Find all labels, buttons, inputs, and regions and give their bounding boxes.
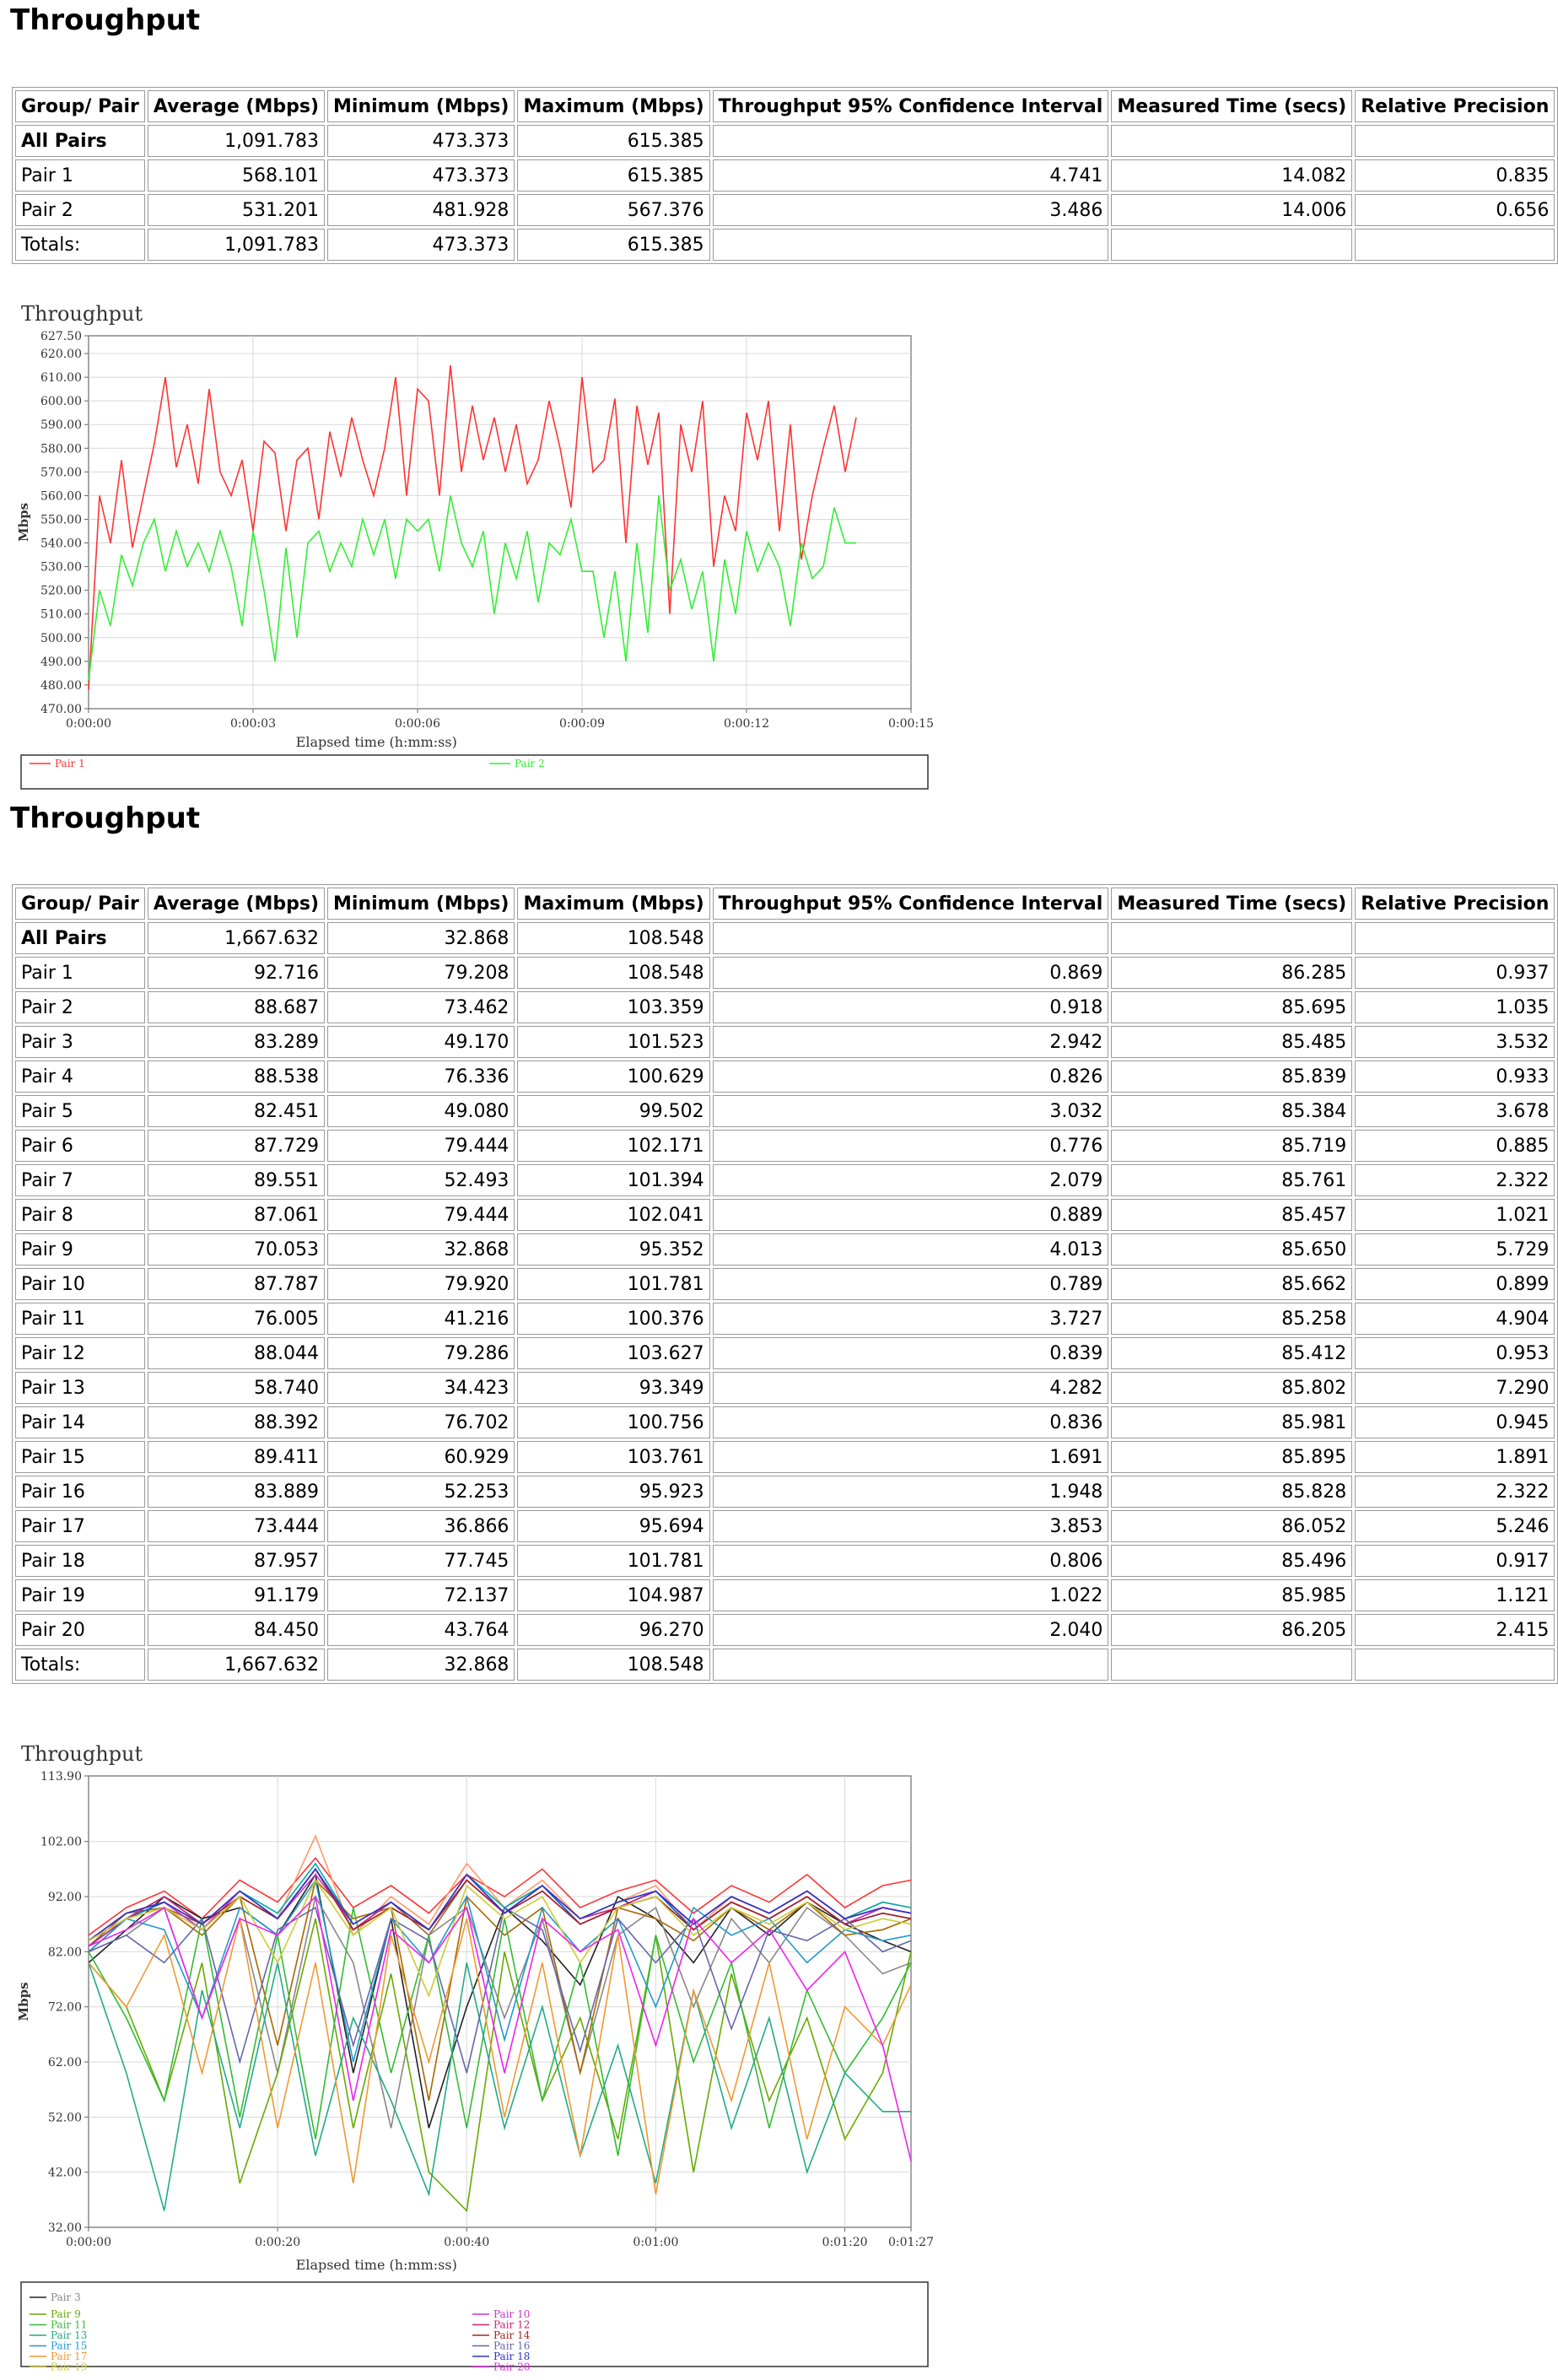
table-cell: 52.493 <box>327 1164 515 1196</box>
table-cell: 34.423 <box>327 1372 515 1404</box>
table-cell: 86.285 <box>1111 957 1352 989</box>
chart-title: Throughput <box>21 302 143 326</box>
table-row <box>15 194 1555 226</box>
table-cell: 104.987 <box>517 1579 709 1611</box>
table-cell: 82.451 <box>148 1095 325 1127</box>
table-cell: 101.781 <box>517 1545 709 1577</box>
table-cell <box>713 1649 1109 1681</box>
table-cell <box>1111 125 1352 157</box>
x-tick-label: 0:00:15 <box>888 717 934 731</box>
table-header-row <box>15 888 1555 920</box>
table-cell: 102.171 <box>517 1130 709 1162</box>
table-cell: 3.727 <box>713 1303 1109 1335</box>
table-row <box>15 1579 1555 1611</box>
table-cell: 3.032 <box>713 1095 1109 1127</box>
throughput-chart-1 <box>0 295 936 797</box>
table-cell: 103.761 <box>517 1441 709 1473</box>
table-cell: 88.687 <box>148 991 325 1023</box>
table-cell: 32.868 <box>327 922 515 954</box>
table-cell: Pair 19 <box>15 1579 145 1611</box>
table-cell: 58.740 <box>148 1372 325 1404</box>
x-tick-label: 0:00:06 <box>395 717 440 731</box>
table-cell: 1.021 <box>1355 1199 1555 1231</box>
table-cell: 481.928 <box>327 194 515 226</box>
column-header: Maximum (Mbps) <box>517 888 709 920</box>
table-row <box>15 159 1555 192</box>
column-header: Minimum (Mbps) <box>327 90 515 122</box>
table-cell: Pair 2 <box>15 194 145 226</box>
column-header: Average (Mbps) <box>148 90 325 122</box>
table-cell: 88.044 <box>148 1337 325 1369</box>
table-cell: 0.826 <box>713 1060 1109 1093</box>
table-cell: 1.022 <box>713 1579 1109 1611</box>
table-cell: 1.691 <box>713 1441 1109 1473</box>
table-cell: 473.373 <box>327 125 515 157</box>
table-cell: 0.917 <box>1355 1545 1555 1577</box>
table-cell: Pair 1 <box>15 159 145 192</box>
plot-area <box>89 1776 911 2227</box>
table-cell: 108.548 <box>517 922 709 954</box>
y-tick-label: 113.90 <box>40 1770 82 1784</box>
table-cell: 1.891 <box>1355 1441 1555 1473</box>
table-cell: 92.716 <box>148 957 325 989</box>
column-header: Throughput 95% Confidence Interval <box>713 90 1109 122</box>
table-cell: Pair 5 <box>15 1095 145 1127</box>
table-cell: 89.551 <box>148 1164 325 1196</box>
table-cell: 36.866 <box>327 1510 515 1542</box>
table-cell: 0.953 <box>1355 1337 1555 1369</box>
table-cell: 85.761 <box>1111 1164 1352 1196</box>
table-cell: 2.079 <box>713 1164 1109 1196</box>
table-cell: 79.444 <box>327 1199 515 1231</box>
table-cell: Pair 12 <box>15 1337 145 1369</box>
y-tick-label: 92.00 <box>47 1891 82 1905</box>
throughput-chart-2-svg <box>0 1734 936 2375</box>
table-cell <box>1111 229 1352 261</box>
table-cell: 2.415 <box>1355 1614 1555 1646</box>
table-cell: 101.523 <box>517 1026 709 1058</box>
table-cell: 567.376 <box>517 194 709 226</box>
table-cell: 531.201 <box>148 194 325 226</box>
x-tick-label: 0:00:12 <box>724 717 769 731</box>
table-cell: Pair 6 <box>15 1130 145 1162</box>
table-row <box>15 229 1555 261</box>
table-cell: 32.868 <box>327 1233 515 1266</box>
column-header: Throughput 95% Confidence Interval <box>713 888 1109 920</box>
x-tick-label: 0:00:00 <box>66 717 111 731</box>
x-tick-label: 0:01:20 <box>822 2236 868 2249</box>
table-cell: Pair 20 <box>15 1614 145 1646</box>
column-header: Average (Mbps) <box>148 888 325 920</box>
table-cell: 73.462 <box>327 991 515 1023</box>
y-tick-label: 600.00 <box>40 395 82 409</box>
section-1-title: Throughput <box>10 3 201 37</box>
x-tick-label: 0:00:20 <box>255 2236 301 2249</box>
x-axis-label: Elapsed time (h:mm:ss) <box>295 734 457 750</box>
table-cell: 76.702 <box>327 1406 515 1438</box>
table-cell: Pair 11 <box>15 1303 145 1335</box>
y-tick-label: 470.00 <box>40 703 82 716</box>
y-tick-label: 32.00 <box>47 2221 82 2235</box>
table-cell: 70.053 <box>148 1233 325 1266</box>
throughput-table-2 <box>12 884 1558 1684</box>
table-cell <box>1355 1649 1555 1681</box>
table-cell: 79.444 <box>327 1130 515 1162</box>
y-tick-label: 540.00 <box>40 537 82 551</box>
y-axis-label: Mbps <box>16 502 31 542</box>
table-cell: 49.170 <box>327 1026 515 1058</box>
y-tick-label: 610.00 <box>40 371 82 386</box>
table-cell: 615.385 <box>517 159 709 192</box>
table-cell <box>1355 922 1555 954</box>
table-cell: 1.035 <box>1355 991 1555 1023</box>
table-cell: 2.322 <box>1355 1476 1555 1508</box>
table-cell: 0.789 <box>713 1268 1109 1300</box>
table-cell: 473.373 <box>327 229 515 261</box>
table-cell <box>713 125 1109 157</box>
table-cell: 4.282 <box>713 1372 1109 1404</box>
table-cell: 79.920 <box>327 1268 515 1300</box>
table-cell: 79.208 <box>327 957 515 989</box>
table-cell: 49.080 <box>327 1095 515 1127</box>
table-cell: 77.745 <box>327 1545 515 1577</box>
table-row <box>15 991 1555 1023</box>
table-cell: 85.828 <box>1111 1476 1352 1508</box>
table-cell: 108.548 <box>517 1649 709 1681</box>
table-cell: 96.270 <box>517 1614 709 1646</box>
table-row <box>15 1406 1555 1438</box>
table-cell: 79.286 <box>327 1337 515 1369</box>
table-cell: Pair 10 <box>15 1268 145 1300</box>
table-cell: 108.548 <box>517 957 709 989</box>
table-cell: 95.923 <box>517 1476 709 1508</box>
section-2-title: Throughput <box>10 801 201 835</box>
legend-label: Pair 9 <box>51 2308 81 2320</box>
table-cell: 3.678 <box>1355 1095 1555 1127</box>
table-cell <box>713 229 1109 261</box>
y-tick-label: 530.00 <box>40 560 82 575</box>
table-cell: 93.349 <box>517 1372 709 1404</box>
table-cell: 52.253 <box>327 1476 515 1508</box>
table-cell: 95.694 <box>517 1510 709 1542</box>
throughput-chart-1-svg <box>0 295 936 793</box>
legend-label: Pair 13 <box>51 2329 88 2341</box>
y-tick-label: 620.00 <box>40 348 82 362</box>
table-cell: 1.121 <box>1355 1579 1555 1611</box>
table-row <box>15 1095 1555 1127</box>
y-tick-label: 560.00 <box>40 489 82 504</box>
table-cell: 0.836 <box>713 1406 1109 1438</box>
table-cell: 91.179 <box>148 1579 325 1611</box>
y-tick-label: 590.00 <box>40 418 82 433</box>
table-cell: All Pairs <box>15 125 145 157</box>
table-cell: 85.662 <box>1111 1268 1352 1300</box>
table-cell: 5.246 <box>1355 1510 1555 1542</box>
table-cell: 4.904 <box>1355 1303 1555 1335</box>
legend-label: Pair 19 <box>51 2361 88 2373</box>
table-cell: 87.729 <box>148 1130 325 1162</box>
table-cell: 85.457 <box>1111 1199 1352 1231</box>
table-row <box>15 957 1555 989</box>
table-cell: 615.385 <box>517 125 709 157</box>
table-cell: 72.137 <box>327 1579 515 1611</box>
table-cell: 85.981 <box>1111 1406 1352 1438</box>
table-cell: 101.781 <box>517 1268 709 1300</box>
y-tick-label: 627.50 <box>40 330 82 343</box>
table-header-row <box>15 90 1555 122</box>
table-cell: 0.945 <box>1355 1406 1555 1438</box>
column-header: Group/ Pair <box>15 888 145 920</box>
table-cell <box>1355 229 1555 261</box>
table-cell: Pair 17 <box>15 1510 145 1542</box>
legend-label: Pair 14 <box>493 2329 531 2341</box>
legend-box <box>21 755 928 789</box>
legend-label: Pair 12 <box>493 2318 531 2331</box>
table-cell: 89.411 <box>148 1441 325 1473</box>
table-row <box>15 1130 1555 1162</box>
table-cell: 0.839 <box>713 1337 1109 1369</box>
table-cell: 85.485 <box>1111 1026 1352 1058</box>
legend-label: Pair 10 <box>493 2308 531 2320</box>
plot-area <box>89 336 911 709</box>
table-cell: Pair 15 <box>15 1441 145 1473</box>
table-cell: 103.627 <box>517 1337 709 1369</box>
table-cell <box>1111 922 1352 954</box>
table-cell: 76.336 <box>327 1060 515 1093</box>
table-cell: 85.412 <box>1111 1337 1352 1369</box>
table-cell <box>1355 125 1555 157</box>
throughput-chart-2 <box>0 1734 936 2379</box>
table-row <box>15 1060 1555 1093</box>
table-row <box>15 1476 1555 1508</box>
legend-label: Pair 2 <box>515 758 545 769</box>
table-cell: 100.376 <box>517 1303 709 1335</box>
table-cell: 60.929 <box>327 1441 515 1473</box>
table-cell: Totals: <box>15 229 145 261</box>
table-cell: 87.787 <box>148 1268 325 1300</box>
table-row <box>15 1199 1555 1231</box>
table-cell: 85.802 <box>1111 1372 1352 1404</box>
table-cell: 76.005 <box>148 1303 325 1335</box>
table-cell: 85.496 <box>1111 1545 1352 1577</box>
table-cell: Pair 16 <box>15 1476 145 1508</box>
table-cell: 14.006 <box>1111 194 1352 226</box>
column-header: Relative Precision <box>1355 90 1555 122</box>
legend-label: Pair 18 <box>493 2350 531 2362</box>
table-cell: 1,667.632 <box>148 922 325 954</box>
table-cell: 0.899 <box>1355 1268 1555 1300</box>
table-cell: 2.322 <box>1355 1164 1555 1196</box>
x-tick-label: 0:00:03 <box>230 717 276 731</box>
legend-label: Pair 1 <box>55 758 85 769</box>
table-cell: 4.013 <box>713 1233 1109 1266</box>
y-tick-label: 42.00 <box>47 2166 82 2180</box>
table-cell: 0.656 <box>1355 194 1555 226</box>
table-cell: 1,091.783 <box>148 229 325 261</box>
table-cell <box>713 922 1109 954</box>
column-header: Measured Time (secs) <box>1111 888 1352 920</box>
table-cell: Pair 9 <box>15 1233 145 1266</box>
y-axis-label: Mbps <box>16 1982 31 2021</box>
throughput-table-1 <box>12 87 1558 264</box>
table-cell: Totals: <box>15 1649 145 1681</box>
table-cell: 102.041 <box>517 1199 709 1231</box>
column-header: Minimum (Mbps) <box>327 888 515 920</box>
table-cell: 85.895 <box>1111 1441 1352 1473</box>
table-cell: 3.853 <box>713 1510 1109 1542</box>
table-row <box>15 1337 1555 1369</box>
table-cell: 3.486 <box>713 194 1109 226</box>
y-tick-label: 82.00 <box>47 1946 82 1960</box>
table-cell: Pair 3 <box>15 1026 145 1058</box>
table-cell: Pair 4 <box>15 1060 145 1093</box>
table-cell: 0.776 <box>713 1130 1109 1162</box>
table-cell: 0.889 <box>713 1199 1109 1231</box>
y-tick-label: 102.00 <box>40 1835 82 1849</box>
table-cell: 5.729 <box>1355 1233 1555 1266</box>
table-cell: Pair 13 <box>15 1372 145 1404</box>
table-cell: 103.359 <box>517 991 709 1023</box>
table-cell: 4.741 <box>713 159 1109 192</box>
legend-label: Pair 3 <box>51 2291 81 2303</box>
table-cell: 0.885 <box>1355 1130 1555 1162</box>
table-cell: 568.101 <box>148 159 325 192</box>
table-cell: 87.957 <box>148 1545 325 1577</box>
table-cell: 43.764 <box>327 1614 515 1646</box>
table-cell: 101.394 <box>517 1164 709 1196</box>
table-cell: 100.756 <box>517 1406 709 1438</box>
column-header: Measured Time (secs) <box>1111 90 1352 122</box>
table-cell: 2.942 <box>713 1026 1109 1058</box>
table-cell: All Pairs <box>15 922 145 954</box>
table-cell: 3.532 <box>1355 1026 1555 1058</box>
column-header: Maximum (Mbps) <box>517 90 709 122</box>
x-tick-label: 0:00:40 <box>444 2236 490 2249</box>
table-cell: 99.502 <box>517 1095 709 1127</box>
table-cell: 0.933 <box>1355 1060 1555 1093</box>
table-row <box>15 125 1555 157</box>
table-row <box>15 1268 1555 1300</box>
table-cell: 32.868 <box>327 1649 515 1681</box>
legend-label: Pair 16 <box>493 2340 531 2352</box>
table-cell: 1,667.632 <box>148 1649 325 1681</box>
table-row <box>15 1372 1555 1404</box>
table-cell: 1.948 <box>713 1476 1109 1508</box>
table-cell: 85.719 <box>1111 1130 1352 1162</box>
column-header: Relative Precision <box>1355 888 1555 920</box>
table-cell: 85.650 <box>1111 1233 1352 1266</box>
table-cell: 83.289 <box>148 1026 325 1058</box>
table-cell: Pair 14 <box>15 1406 145 1438</box>
table-row <box>15 1441 1555 1473</box>
table-cell: 88.538 <box>148 1060 325 1093</box>
table-cell: 2.040 <box>713 1614 1109 1646</box>
table-row <box>15 1164 1555 1196</box>
table-cell: 100.629 <box>517 1060 709 1093</box>
table-cell: Pair 18 <box>15 1545 145 1577</box>
y-tick-label: 72.00 <box>47 2000 82 2015</box>
table-cell: 0.918 <box>713 991 1109 1023</box>
table-cell: 0.869 <box>713 957 1109 989</box>
table-cell: 88.392 <box>148 1406 325 1438</box>
chart-title: Throughput <box>21 1742 143 1766</box>
table-row <box>15 1233 1555 1266</box>
table-cell: 95.352 <box>517 1233 709 1266</box>
x-tick-label: 0:01:27 <box>888 2236 934 2249</box>
y-tick-label: 520.00 <box>40 584 82 598</box>
table-cell: 0.937 <box>1355 957 1555 989</box>
table-cell: 615.385 <box>517 229 709 261</box>
table-cell: 41.216 <box>327 1303 515 1335</box>
table-cell: 7.290 <box>1355 1372 1555 1404</box>
table-cell: 1,091.783 <box>148 125 325 157</box>
table-cell: 73.444 <box>148 1510 325 1542</box>
table-row <box>15 1303 1555 1335</box>
legend-label: Pair 15 <box>51 2340 88 2352</box>
table-cell: Pair 7 <box>15 1164 145 1196</box>
table-cell: 83.889 <box>148 1476 325 1508</box>
y-tick-label: 570.00 <box>40 466 82 480</box>
table-cell: 85.839 <box>1111 1060 1352 1093</box>
y-tick-label: 500.00 <box>40 631 82 645</box>
legend-label: Pair 17 <box>51 2350 88 2362</box>
y-tick-label: 52.00 <box>47 2111 82 2125</box>
table-cell: 86.052 <box>1111 1510 1352 1542</box>
table-cell: 87.061 <box>148 1199 325 1231</box>
table-cell: 85.695 <box>1111 991 1352 1023</box>
legend-label: Pair 20 <box>493 2361 531 2373</box>
table-row <box>15 1026 1555 1058</box>
table-cell: 85.258 <box>1111 1303 1352 1335</box>
table-row <box>15 1545 1555 1577</box>
table-row <box>15 1510 1555 1542</box>
x-tick-label: 0:00:09 <box>559 717 605 731</box>
table-cell: 14.082 <box>1111 159 1352 192</box>
table-row <box>15 922 1555 954</box>
y-tick-label: 550.00 <box>40 513 82 527</box>
table-cell: Pair 1 <box>15 957 145 989</box>
table-cell: 0.806 <box>713 1545 1109 1577</box>
table-cell: 85.985 <box>1111 1579 1352 1611</box>
table-cell: 0.835 <box>1355 159 1555 192</box>
table-cell: 84.450 <box>148 1614 325 1646</box>
y-tick-label: 62.00 <box>47 2056 82 2070</box>
y-tick-label: 490.00 <box>40 655 82 669</box>
table-cell: 473.373 <box>327 159 515 192</box>
y-tick-label: 480.00 <box>40 678 82 693</box>
legend-label: Pair 11 <box>51 2318 88 2331</box>
y-tick-label: 510.00 <box>40 607 82 622</box>
x-tick-label: 0:00:00 <box>66 2236 111 2249</box>
table-cell: 86.205 <box>1111 1614 1352 1646</box>
table-cell: Pair 2 <box>15 991 145 1023</box>
table-cell: 85.384 <box>1111 1095 1352 1127</box>
column-header: Group/ Pair <box>15 90 145 122</box>
x-axis-label: Elapsed time (h:mm:ss) <box>295 2257 457 2273</box>
table-row <box>15 1649 1555 1681</box>
table-cell: Pair 8 <box>15 1199 145 1231</box>
table-row <box>15 1614 1555 1646</box>
y-tick-label: 580.00 <box>40 442 82 456</box>
table-cell <box>1111 1649 1352 1681</box>
x-tick-label: 0:01:00 <box>633 2236 679 2249</box>
